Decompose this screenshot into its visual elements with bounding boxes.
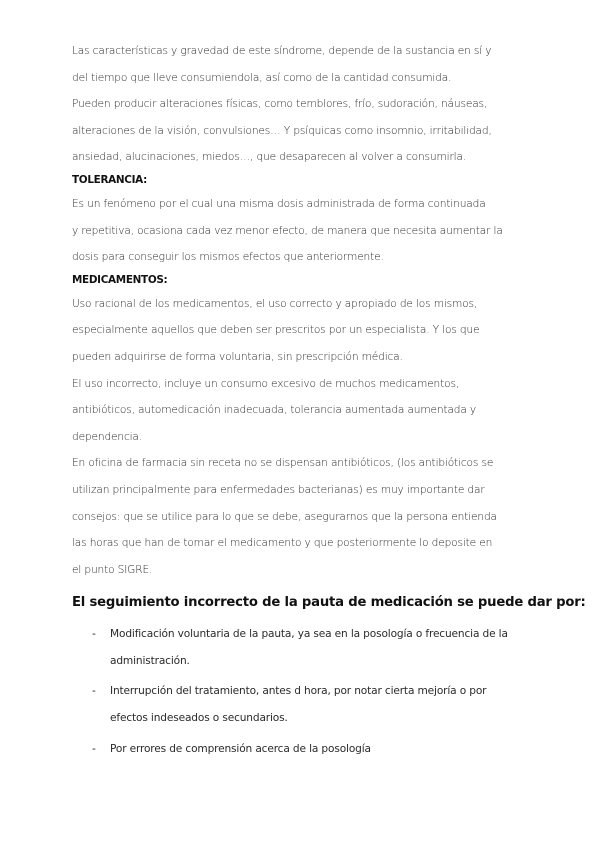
text-line: Es un fenómeno por el cual una misma dosis administrada de forma continuada <box>72 197 486 210</box>
text-line: administración. <box>110 654 190 667</box>
text-line: Uso racional de los medicamentos, el uso correcto y apropiado de los mismos, <box>72 297 478 310</box>
text-line: especialmente aquellos que deben ser prescritos por un especialista. Y los que <box>72 324 480 337</box>
text-line: Las características y gravedad de este síndrome, depende de la sustancia en sí y <box>72 45 492 57</box>
intro-paragraph <box>72 38 532 171</box>
text-line: del tiempo que lleve consumiendola, así como de la cantidad consumida. <box>72 71 452 84</box>
text-line: Pueden producir alteraciones físicas, como temblores, frío, sudoración, náuseas, <box>72 98 488 111</box>
tolerancia-paragraph <box>72 191 532 271</box>
bullet-dash: - <box>92 628 96 641</box>
text-line: antibióticos, automedicación inadecuada, tolerancia aumentada aumentada y <box>72 404 477 417</box>
document-page <box>72 38 586 762</box>
seguimiento-list <box>72 621 532 762</box>
bullet-dash: - <box>92 685 96 698</box>
text-line: Por errores de comprensión acerca de la posología <box>110 742 371 755</box>
text-line: ansiedad, alucinaciones, miedos…, que desaparecen al volver a consumirla. <box>72 151 467 164</box>
text-line: Interrupción del tratamiento, antes d hora, por notar cierta mejoría o por <box>110 685 487 698</box>
text-line: efectos indeseados o secundarios. <box>110 712 288 725</box>
list-item <box>72 621 532 674</box>
text-line: alteraciones de la visión, convulsiones… Y psíquicas como insomnio, irritabilidad, <box>72 124 492 137</box>
text-line: utilizan principalmente para enfermedades bacterianas) es muy importante dar <box>72 483 485 496</box>
text-line: y repetitiva, ocasiona cada vez menor efecto, de manera que necesita aumentar la <box>72 224 503 237</box>
text-line: las horas que han de tomar el medicamento y que posteriormente lo deposite en <box>72 537 493 550</box>
tolerancia-heading: TOLERANCIA: <box>72 173 147 186</box>
text-line: dosis para conseguir los mismos efectos que anteriormente. <box>72 251 384 264</box>
text-line: consejos: que se utilice para lo que se debe, asegurarnos que la persona entienda <box>72 510 497 523</box>
list-item <box>72 736 532 763</box>
list-item <box>72 678 532 731</box>
medicamentos-heading: MEDICAMENTOS: <box>72 273 168 286</box>
medicamentos-paragraph <box>72 291 532 584</box>
bullet-dash: - <box>92 742 96 755</box>
text-line: El uso incorrecto, incluye un consumo excesivo de muchos medicamentos, <box>72 377 460 390</box>
text-line: Modificación voluntaria de la pauta, ya sea en la posología o frecuencia de la <box>110 628 508 641</box>
text-line: el punto SIGRE. <box>72 563 153 576</box>
text-line: pueden adquirirse de forma voluntaria, sin prescripción médica. <box>72 350 403 363</box>
text-line: dependencia. <box>72 430 142 443</box>
seguimiento-heading: El seguimiento incorrecto de la pauta de medicación se puede dar por: <box>72 595 586 611</box>
text-line: En oficina de farmacia sin receta no se dispensan antibióticos, (los antibióticos se <box>72 457 494 470</box>
